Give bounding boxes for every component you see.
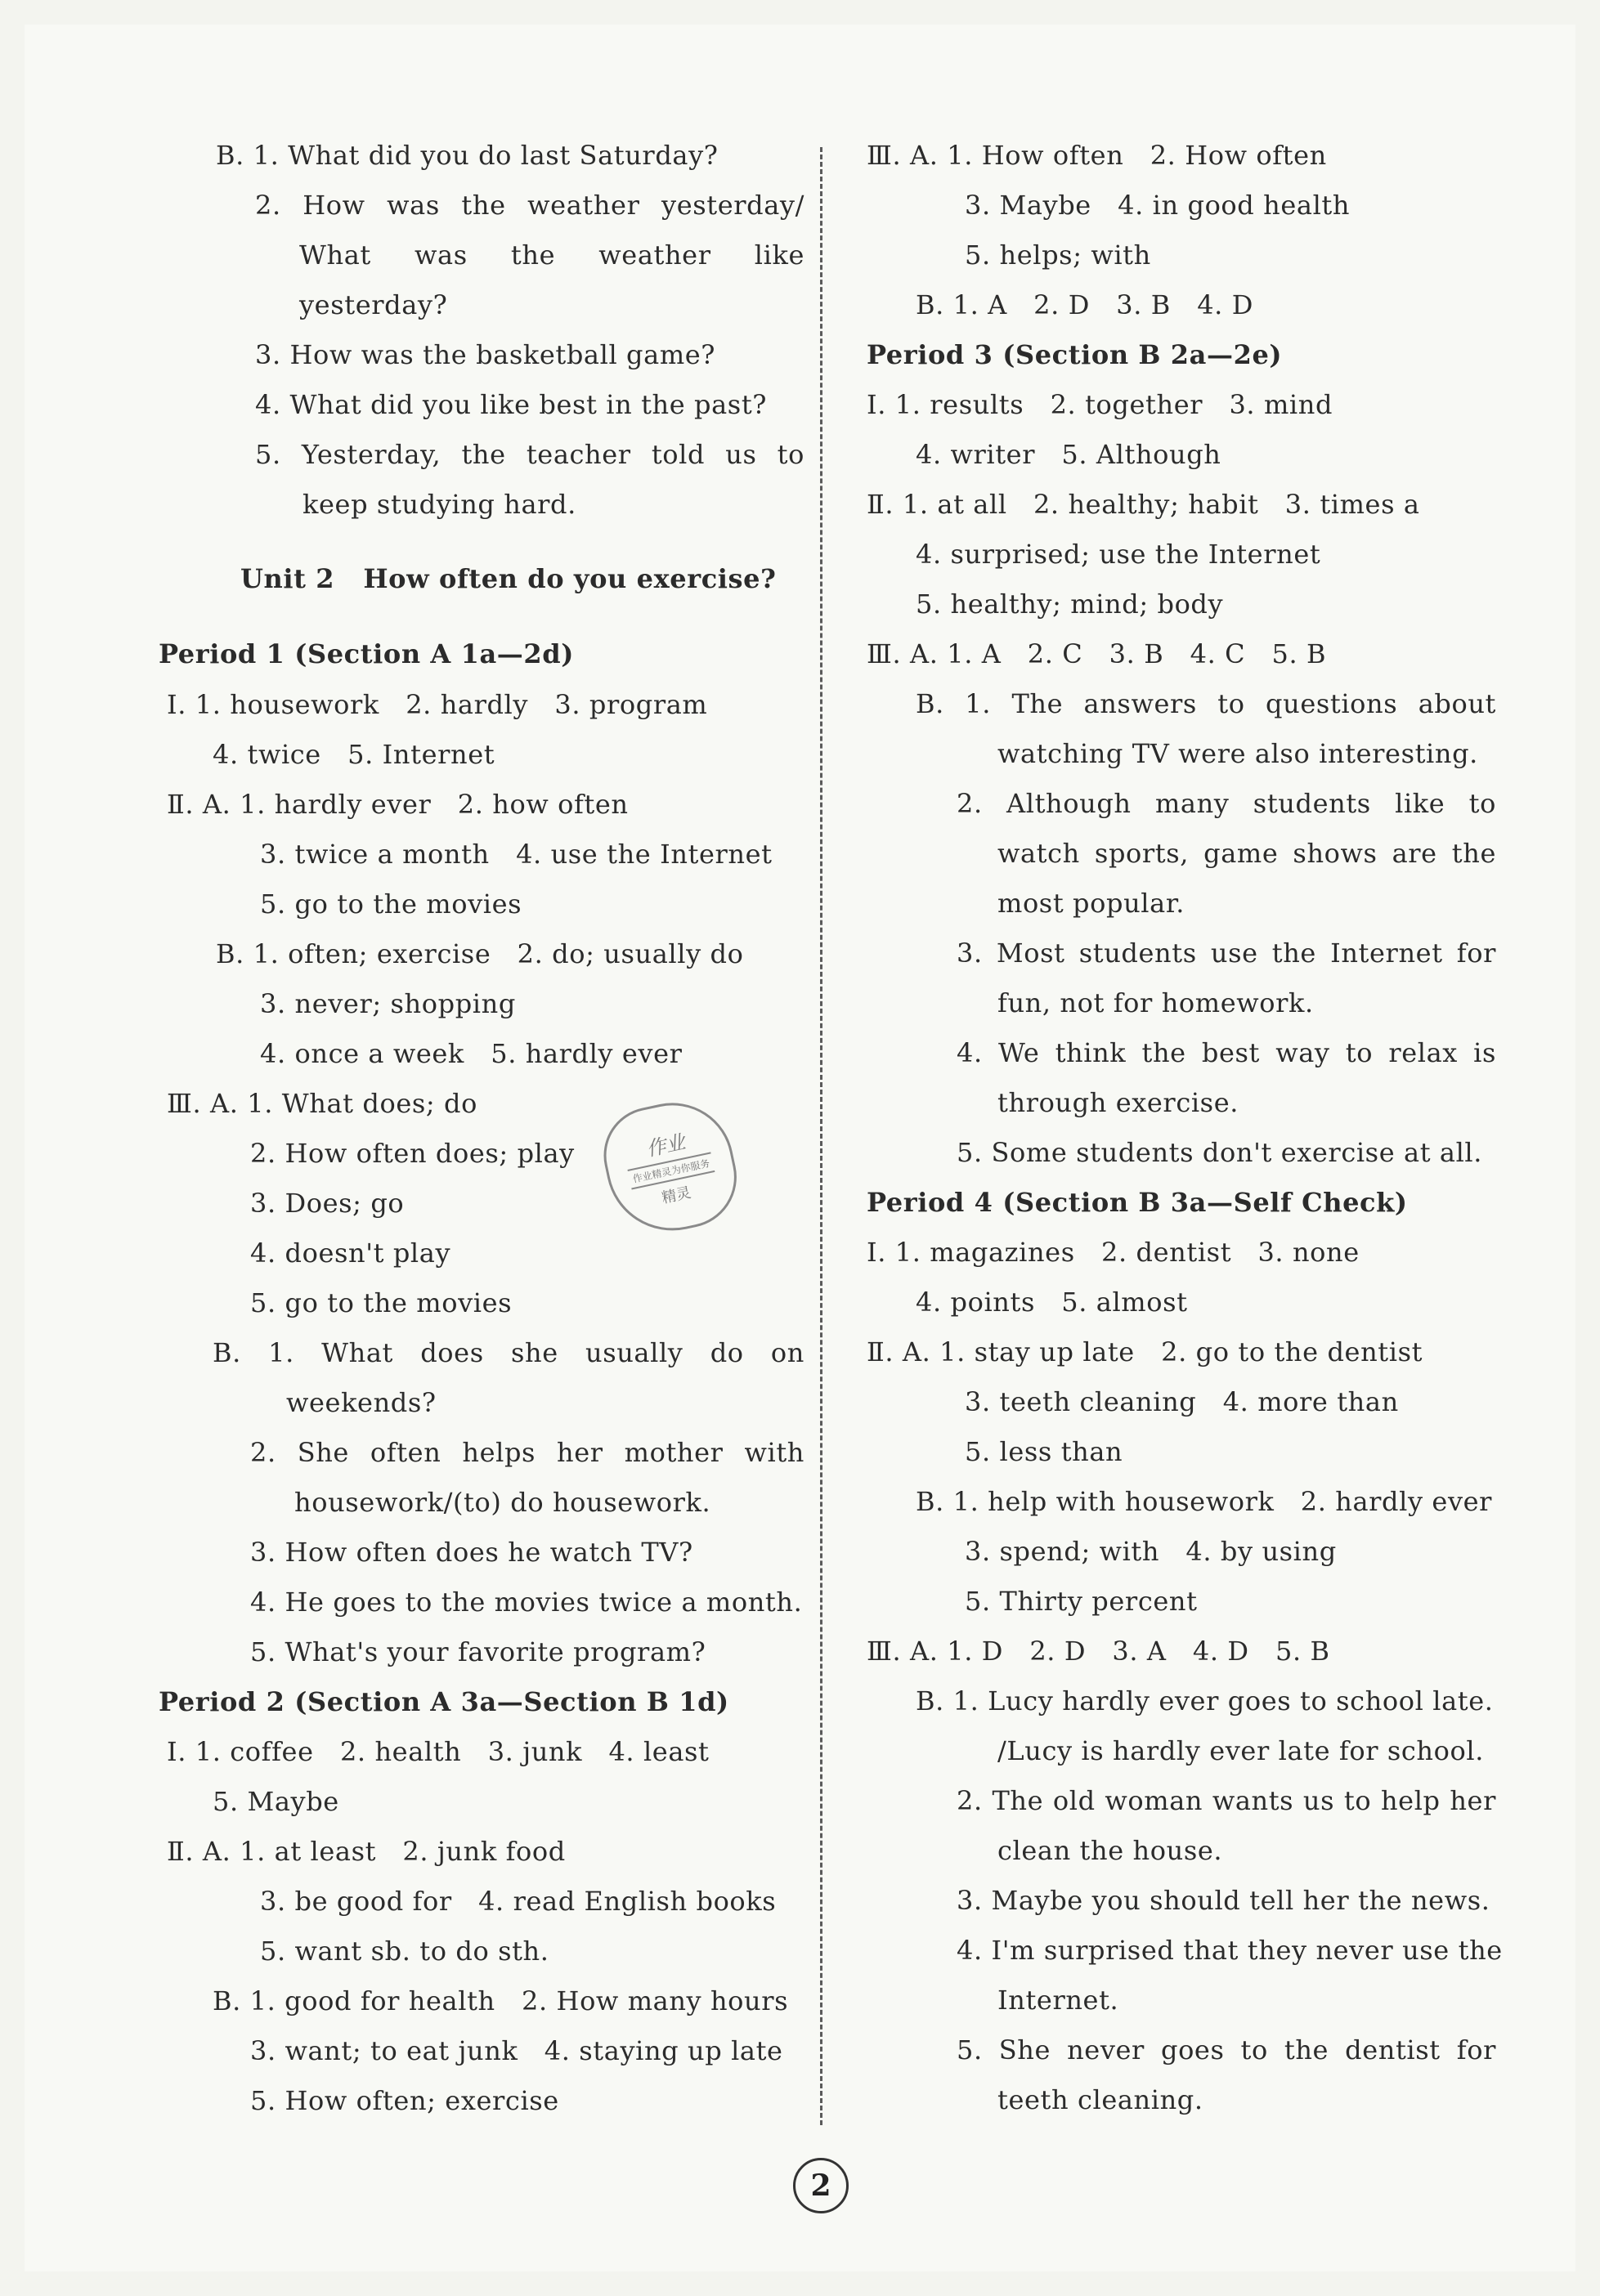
- answer-line: Ⅲ. A. 1. A 2. C 3. B 4. C 5. B: [867, 638, 1327, 669]
- answer-line: 4. doesn't play: [250, 1238, 451, 1269]
- stamp-line-1: 作业: [644, 1130, 688, 1161]
- answer-line: 2. The old woman wants us to help her: [957, 1785, 1496, 1816]
- answer-line: 5. want sb. to do sth.: [260, 1936, 549, 1967]
- column-divider: [820, 147, 822, 2125]
- answer-line: 3. Maybe 4. in good health: [965, 190, 1351, 221]
- answer-line: 3. Maybe you should tell her the news.: [957, 1885, 1490, 1916]
- section-heading: Period 1 (Section A 1a—2d): [159, 638, 574, 669]
- section-heading: Period 4 (Section B 3a—Self Check): [867, 1187, 1408, 1218]
- answer-line: 5. How often; exercise: [250, 2085, 559, 2116]
- answer-line: 3. never; shopping: [260, 988, 516, 1019]
- answer-line: 4. writer 5. Although: [916, 439, 1221, 470]
- answer-line: weekends?: [286, 1387, 437, 1418]
- answer-line: 3. Most students use the Internet for: [957, 938, 1496, 969]
- answer-line: Ⅲ. A. 1. D 2. D 3. A 4. D 5. B: [867, 1636, 1330, 1667]
- answer-line: 4. once a week 5. hardly ever: [260, 1038, 683, 1069]
- stamp-line-2: 作业精灵为你服务: [627, 1152, 715, 1189]
- answer-line: 5. healthy; mind; body: [916, 589, 1224, 620]
- answer-line: B. 1. A 2. D 3. B 4. D: [916, 289, 1253, 320]
- answer-line: 5. Yesterday, the teacher told us to: [255, 439, 804, 470]
- answer-line: 3. How often does he watch TV?: [250, 1537, 693, 1568]
- answer-line: teeth cleaning.: [997, 2084, 1203, 2115]
- answer-line: through exercise.: [997, 1087, 1239, 1118]
- answer-line: Ⅱ. 1. at all 2. healthy; habit 3. times a: [867, 489, 1420, 520]
- answer-line: B. 1. good for health 2. How many hours: [213, 1985, 789, 2016]
- answer-line: 5. go to the movies: [250, 1287, 513, 1318]
- answer-line: fun, not for homework.: [997, 987, 1314, 1018]
- answer-line: 4. We think the best way to relax is: [957, 1037, 1496, 1068]
- section-heading: Unit 2 How often do you exercise?: [240, 563, 777, 594]
- page-number: 2: [793, 2158, 849, 2213]
- answer-line: 2. How often does; play: [250, 1138, 575, 1169]
- answer-line: 4. points 5. almost: [916, 1287, 1188, 1318]
- answer-line: 3. twice a month 4. use the Internet: [260, 839, 773, 870]
- answer-line: Internet.: [997, 1985, 1119, 2016]
- answer-line: Ⅰ. 1. housework 2. hardly 3. program: [167, 689, 708, 720]
- answer-line: B. 1. often; exercise 2. do; usually do: [216, 938, 744, 969]
- answer-line: Ⅲ. A. 1. How often 2. How often: [867, 140, 1327, 171]
- answer-line: 4. surprised; use the Internet: [916, 539, 1321, 570]
- answer-line: 3. teeth cleaning 4. more than: [965, 1386, 1399, 1417]
- answer-line: 2. How was the weather yesterday/: [255, 190, 804, 221]
- section-heading: Period 3 (Section B 2a—2e): [867, 339, 1283, 370]
- answer-line: 3. be good for 4. read English books: [260, 1886, 777, 1917]
- answer-line: 5. helps; with: [965, 239, 1151, 271]
- answer-line: 5. What's your favorite program?: [250, 1636, 706, 1667]
- stamp-line-3: 精灵: [660, 1184, 693, 1207]
- answer-line: housework/(to) do housework.: [294, 1487, 711, 1518]
- answer-line: B. 1. Lucy hardly ever goes to school late.: [916, 1685, 1494, 1716]
- answer-line: 4. He goes to the movies twice a month.: [250, 1587, 803, 1618]
- answer-line: B. 1. help with housework 2. hardly ever: [916, 1486, 1493, 1517]
- section-heading: Period 2 (Section A 3a—Section B 1d): [159, 1686, 729, 1717]
- answer-line: Ⅰ. 1. magazines 2. dentist 3. none: [867, 1237, 1360, 1268]
- answer-line: 5. Thirty percent: [965, 1586, 1198, 1617]
- answer-line: 3. How was the basketball game?: [255, 339, 716, 370]
- answer-line: B. 1. What did you do last Saturday?: [216, 140, 719, 171]
- answer-line: 3. want; to eat junk 4. staying up late: [250, 2035, 783, 2066]
- answer-line: 4. twice 5. Internet: [213, 739, 495, 770]
- answer-line: watching TV were also interesting.: [997, 738, 1478, 769]
- answer-line: yesterday?: [299, 289, 448, 320]
- answer-line: 2. Although many students like to: [957, 788, 1496, 819]
- answer-line: 3. spend; with 4. by using: [965, 1536, 1337, 1567]
- answer-line: Ⅱ. A. 1. hardly ever 2. how often: [167, 789, 629, 820]
- answer-line: 2. She often helps her mother with: [250, 1437, 804, 1468]
- answer-line: watch sports, game shows are the: [997, 838, 1496, 869]
- answer-line: 5. less than: [965, 1436, 1123, 1467]
- answer-line: B. 1. What does she usually do on: [213, 1337, 804, 1368]
- answer-line: Ⅱ. A. 1. stay up late 2. go to the dentist: [867, 1336, 1423, 1367]
- answer-line: Ⅰ. 1. results 2. together 3. mind: [867, 389, 1333, 420]
- answer-line: 5. go to the movies: [260, 888, 522, 920]
- answer-line: Ⅲ. A. 1. What does; do: [167, 1088, 477, 1119]
- answer-line: clean the house.: [997, 1835, 1223, 1866]
- answer-line: What was the weather like: [299, 239, 804, 271]
- answer-line: 4. I'm surprised that they never use the: [957, 1935, 1503, 1966]
- answer-line: most popular.: [997, 888, 1185, 919]
- answer-line: Ⅱ. A. 1. at least 2. junk food: [167, 1836, 566, 1867]
- answer-line: /Lucy is hardly ever late for school.: [997, 1735, 1484, 1766]
- answer-line: keep studying hard.: [303, 489, 576, 520]
- answer-line: 3. Does; go: [250, 1188, 405, 1219]
- answer-line: B. 1. The answers to questions about: [916, 688, 1496, 719]
- answer-line: 5. She never goes to the dentist for: [957, 2034, 1496, 2066]
- answer-line: Ⅰ. 1. coffee 2. health 3. junk 4. least: [167, 1736, 710, 1767]
- answer-line: 4. What did you like best in the past?: [255, 389, 768, 420]
- answer-line: 5. Some students don't exercise at all.: [957, 1137, 1483, 1168]
- answer-line: 5. Maybe: [213, 1786, 339, 1817]
